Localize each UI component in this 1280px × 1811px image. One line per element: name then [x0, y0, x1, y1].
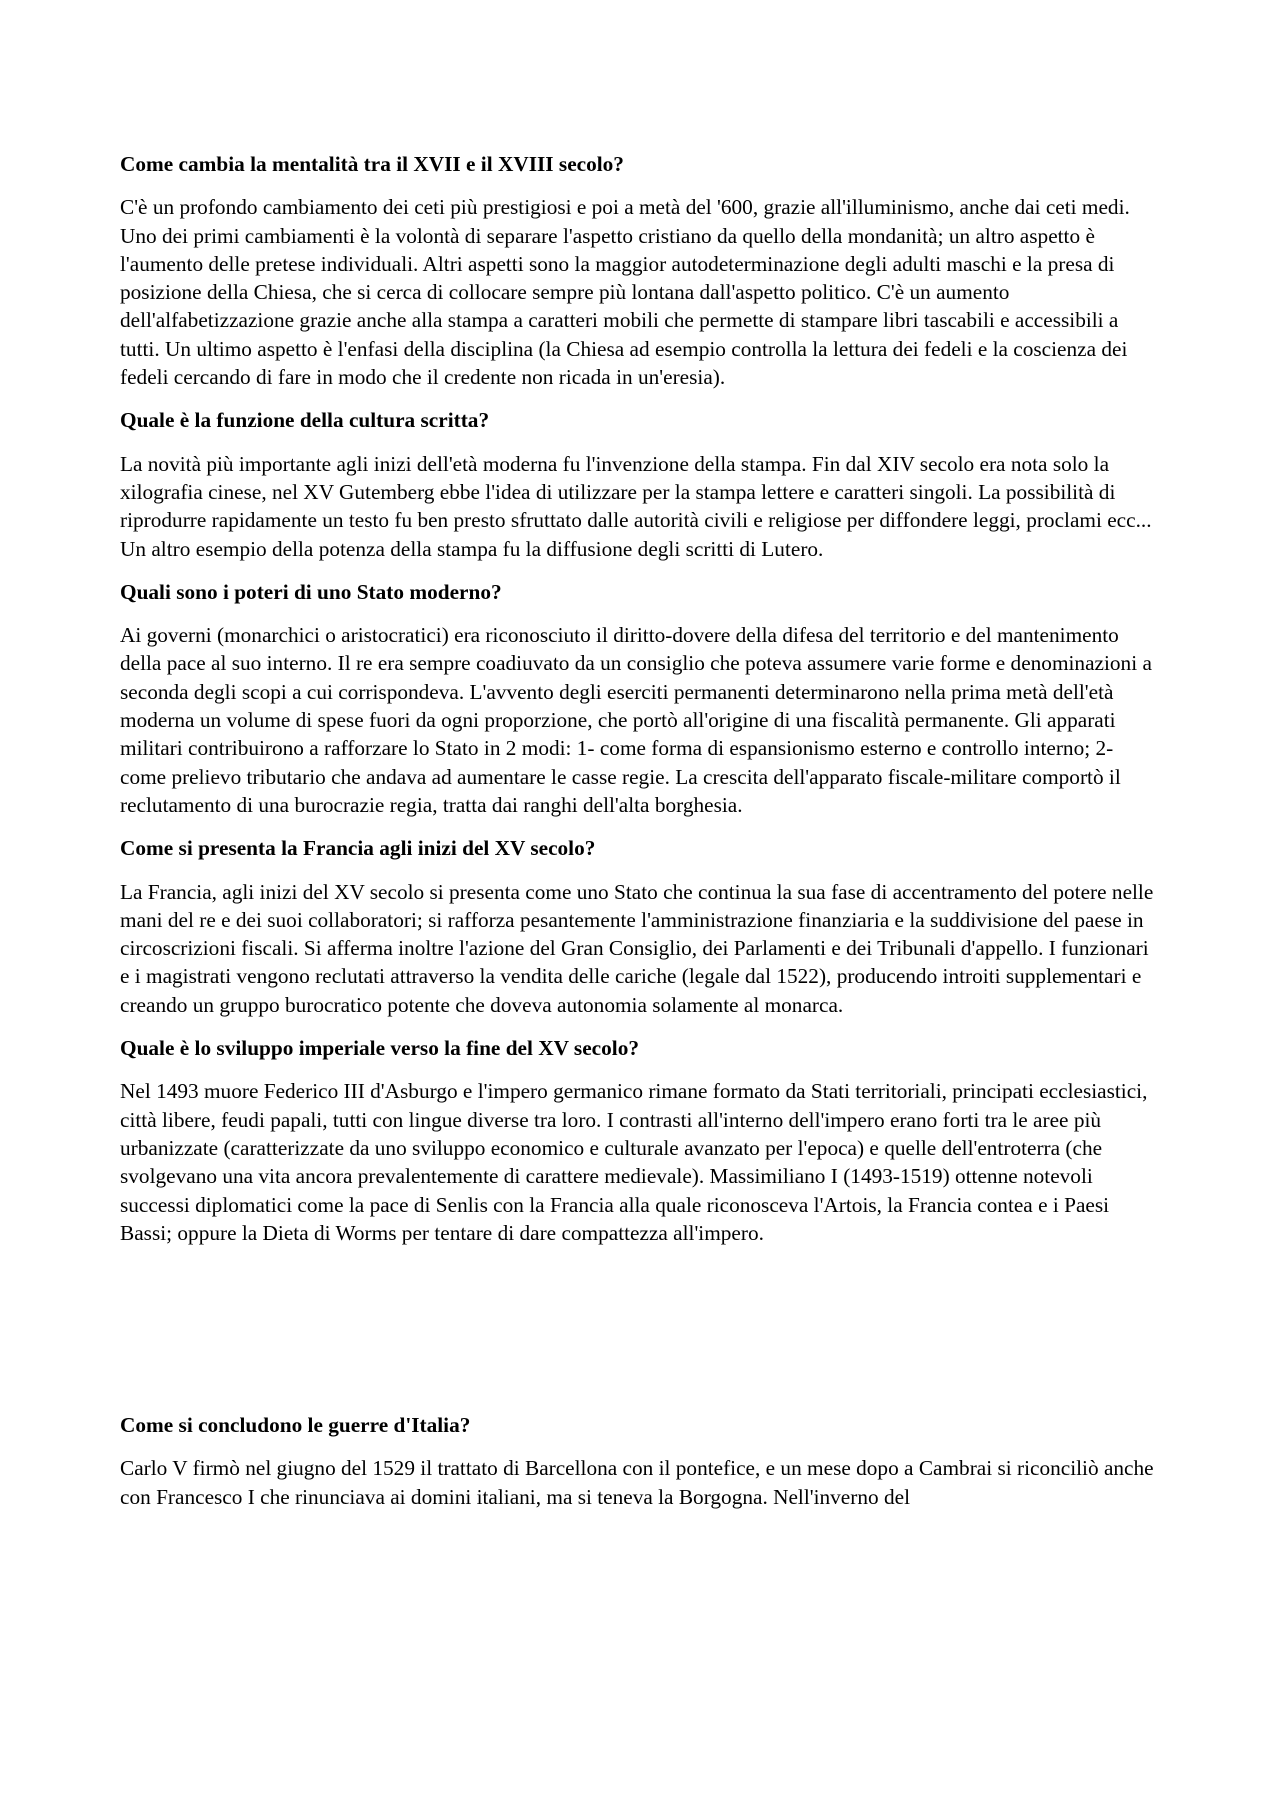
section-guerre-italia [120, 1411, 1160, 1511]
section-francia [120, 834, 1160, 1019]
question-heading: Come cambia la mentalità tra il XVII e il XVIII secolo? [120, 152, 624, 176]
question-heading: Come si concludono le guerre d'Italia? [120, 1413, 471, 1438]
blank-space [120, 1262, 1160, 1411]
section-cultura-scritta [120, 406, 1160, 562]
question-heading: Quale è lo sviluppo imperiale verso la fine del XV secolo? [120, 1036, 639, 1061]
document-page [120, 150, 1160, 1526]
answer-paragraph: Carlo V firmò nel giugno del 1529 il trattato di Barcellona con il pontefice, e un mese dopo a Cambrai si riconciliò anche con Francesco I che rinunciava ai domini italiani, ma si teneva la Borgogna. Nell'inverno del [120, 1456, 1154, 1509]
answer-paragraph: La Francia, agli inizi del XV secolo si presenta come uno Stato che continua la sua fase di accentramento del potere nelle mani del re e dei suoi collaboratori; si rafforza pesantemente l'amministrazione finanziaria e la suddivisione del paese in circoscrizioni fiscali. Si afferma inoltre l'azione del Gran Consiglio, dei Parlamenti e dei Tribunali d'appello. I funzionari e i magistrati vengono reclutati attraverso la vendita delle cariche (legale dal 1522), producendo introiti supplementari e creando un gruppo burocratico potente che doveva autonomia solamente al monarca. [120, 879, 1154, 1017]
answer-paragraph: Ai governi (monarchici o aristocratici) era riconosciuto il diritto-dovere della difesa del territorio e del mantenimento della pace al suo interno. Il re era sempre coadiuvato da un consiglio che poteva assumere varie forme e denominazioni a seconda degli scopi a cui corrispondeva. L'avvento degli eserciti permanenti determinarono nella prima metà dell'età moderna un volume di spese fuori da ogni proporzione, che portò all'origine di una fiscalità permanente. Gli apparati militari contribuirono a rafforzare lo Stato in 2 modi: 1- come forma di espansionismo esterno e controllo interno; 2- come prelievo tributario che andava ad aumentare le casse regie. La crescita dell'apparato fiscale-militare comportò il reclutamento di una burocrazie regia, tratta dai ranghi dell'alta borghesia. [120, 623, 1152, 817]
section-mentalita [120, 150, 1160, 391]
section-stato-moderno [120, 578, 1160, 819]
question-heading: Come si presenta la Francia agli inizi del XV secolo? [120, 836, 596, 861]
question-heading: Quali sono i poteri di uno Stato moderno? [120, 579, 502, 604]
answer-paragraph: Nel 1493 muore Federico III d'Asburgo e l'impero germanico rimane formato da Stati territoriali, principati ecclesiastici, città libere, feudi papali, tutti con lingue diverse tra loro. I contrasti all'interno dell'impero erano forti tra le aree più urbanizzate (caratterizzate da uno sviluppo economico e culturale avanzato per l'epoca) e quelle dell'entroterra (che svolgevano una vita ancora prevalentemente di carattere medievale). Massimiliano I (1493-1519) ottenne notevoli successi diplomatici come la pace di Senlis con la Francia alla quale riconosceva l'Artois, la Francia contea e i Paesi Bassi; oppure la Dieta di Worms per tentare di dare compattezza all'impero. [120, 1079, 1148, 1245]
question-heading: Quale è la funzione della cultura scritta? [120, 408, 490, 433]
answer-paragraph: C'è un profondo cambiamento dei ceti più prestigiosi e poi a metà del '600, grazie all'illuminismo, anche dai ceti medi. Uno dei primi cambiamenti è la volontà di separare l'aspetto cristiano da quello della mondanità; un altro aspetto è l'aumento delle pretese individuali. Altri aspetti sono la maggior autodeterminazione degli adulti maschi e la presa di posizione della Chiesa, che si cerca di collocare sempre più lontana dall'aspetto politico. C'è un aumento dell'alfabetizzazione grazie anche alla stampa a caratteri mobili che permette di stampare libri tascabili e accessibili a tutti. Un ultimo aspetto è l'enfasi della disciplina (la Chiesa ad esempio controlla la lettura dei fedeli e la coscienza dei fedeli cercando di fare in modo che il credente non ricada in un'eresia). [120, 195, 1130, 390]
answer-paragraph: La novità più importante agli inizi dell'età moderna fu l'invenzione della stampa. Fin dal XIV secolo era nota solo la xilografia cinese, nel XV Gutemberg ebbe l'idea di utilizzare per la stampa lettere e caratteri singoli. La possibilità di riprodurre rapidamente un testo fu ben presto sfruttato dalle autorità civili e religiose per diffondere leggi, proclami ecc... Un altro esempio della potenza della stampa fu la diffusione degli scritti di Lutero. [120, 451, 1152, 561]
section-sviluppo-imperiale [120, 1034, 1160, 1247]
